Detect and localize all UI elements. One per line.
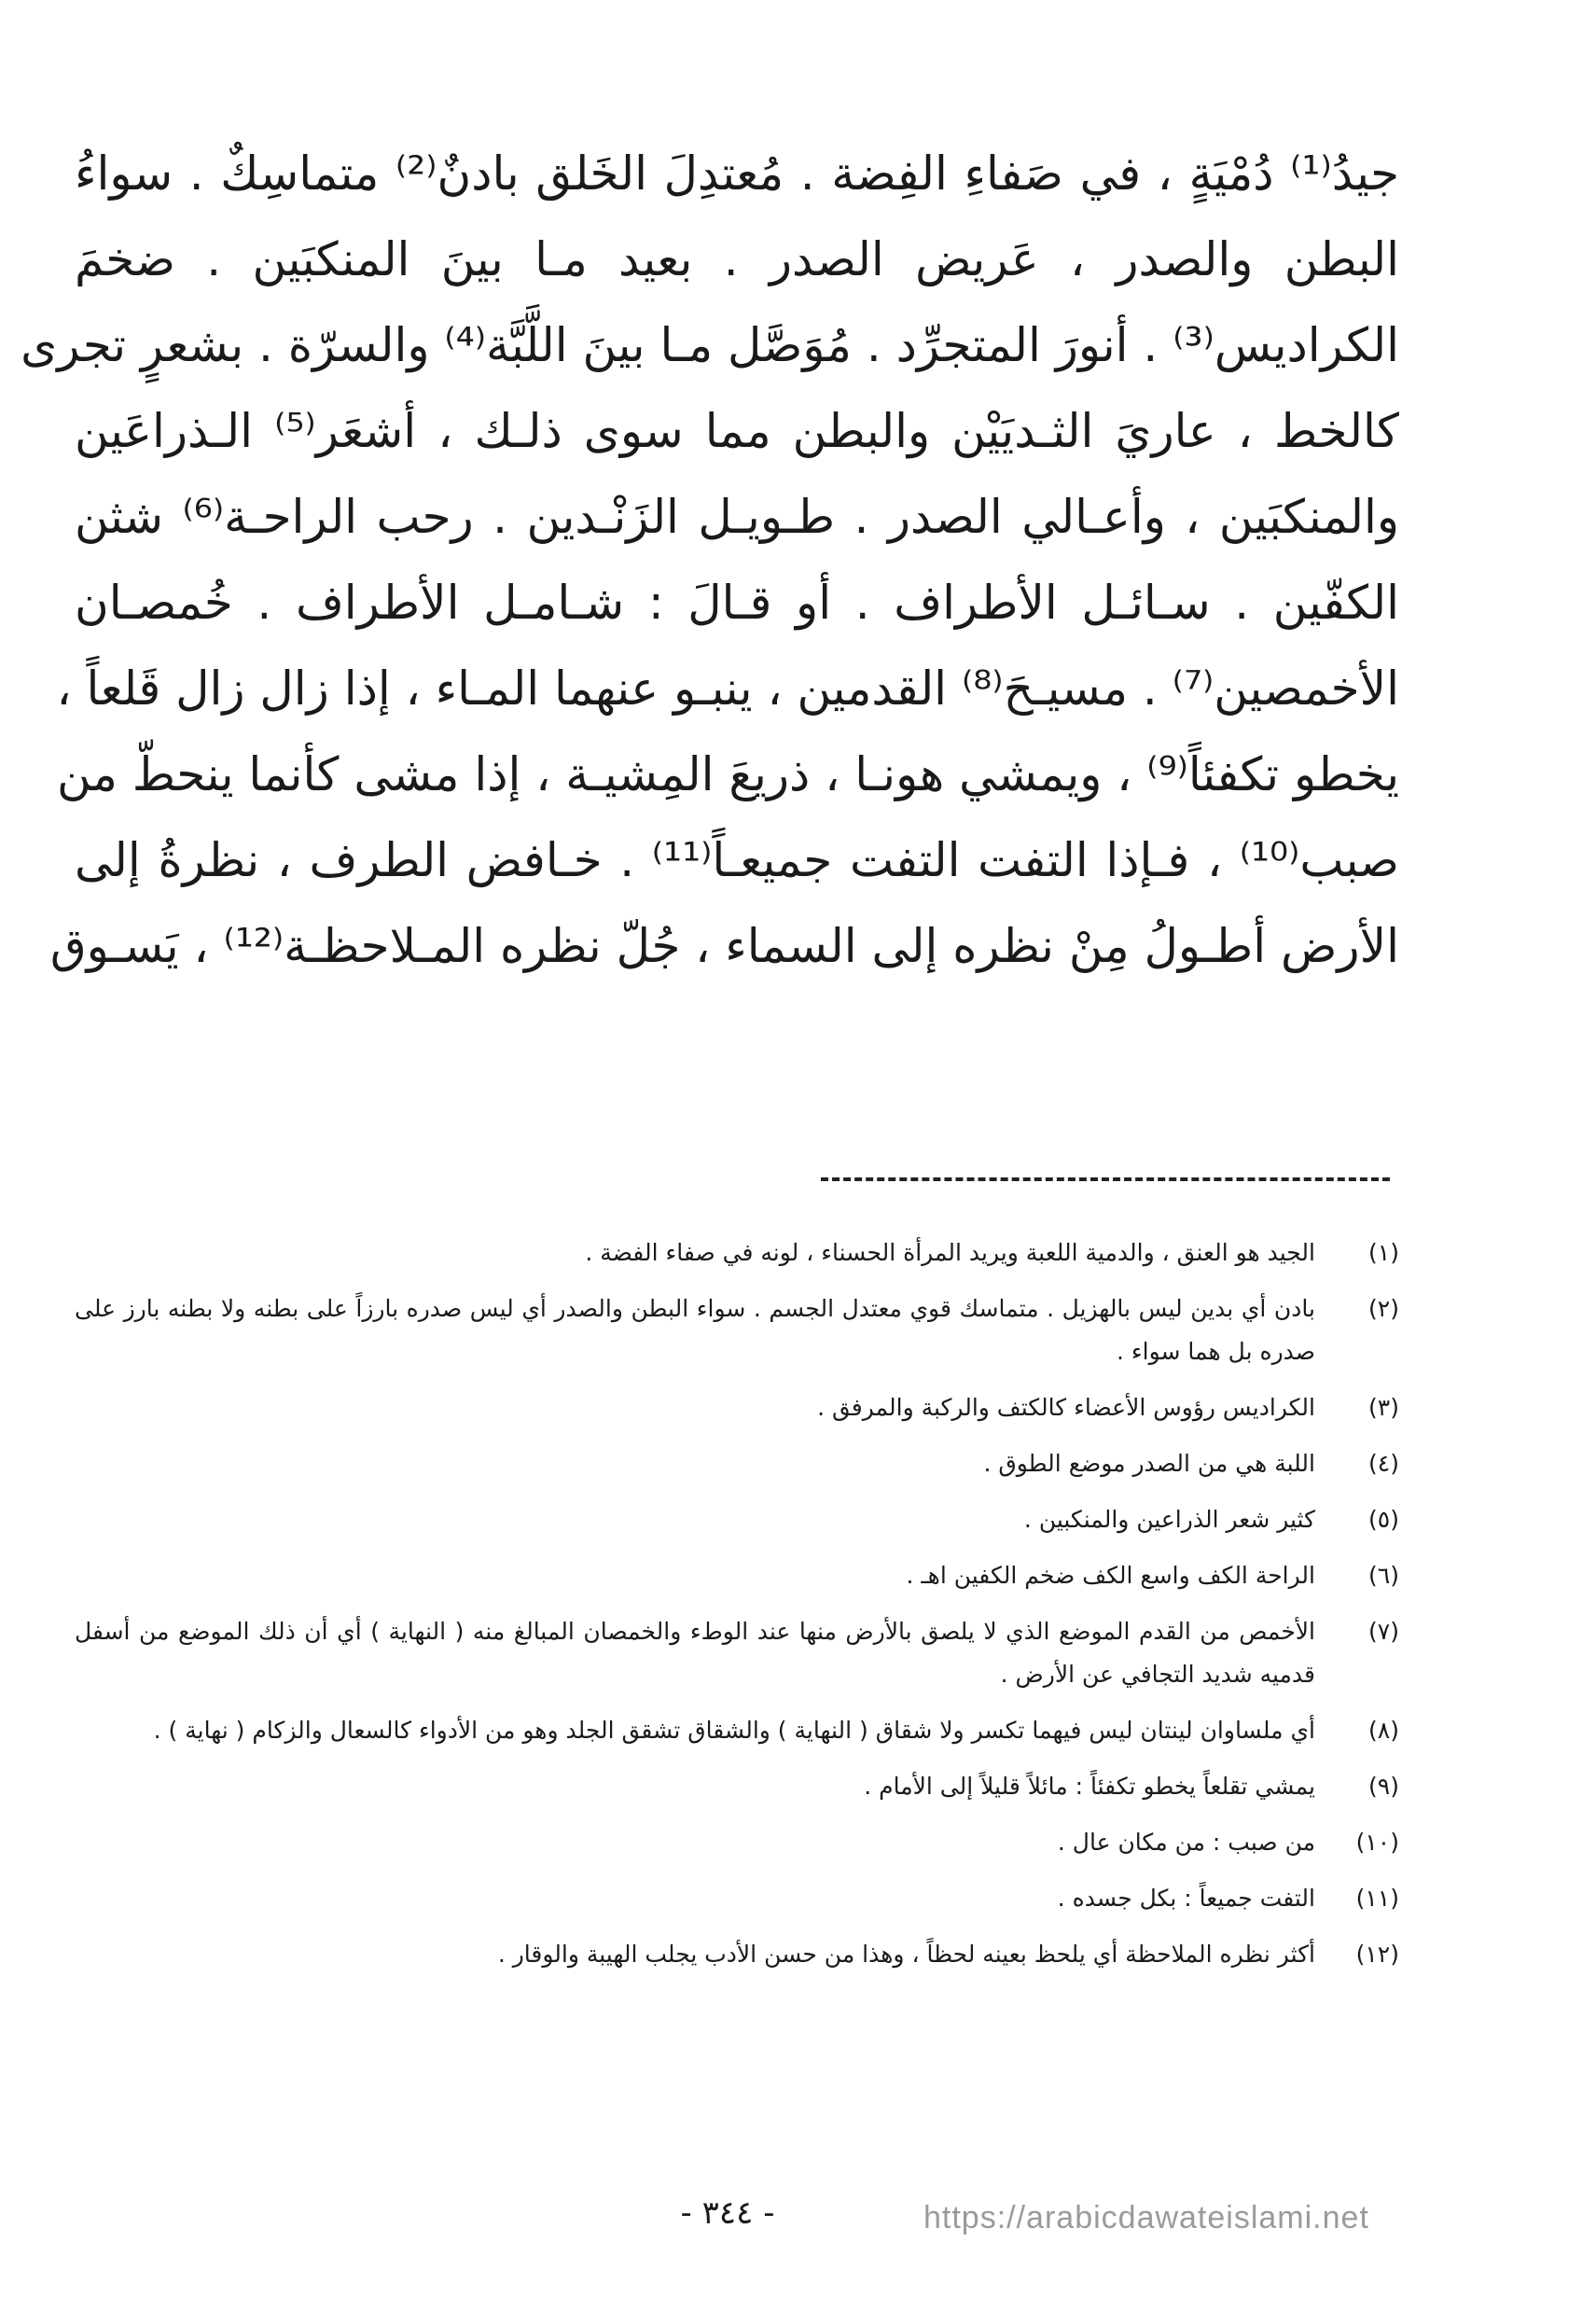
footnote-number: (١٠) [1355,1829,1399,1856]
footnote-number: (٩) [1368,1773,1399,1800]
main-text-line: الكراديس⁽³⁾ . أنورَ المتجرِّد . مُوَصَّل مـا بينَ اللَّبَّة⁽⁴⁾ والسرّة . بشعرٍ تجرى [21,318,1399,372]
footnote-number: (١١) [1355,1885,1399,1912]
footnote-item [75,1933,1399,1976]
footnote-item [75,1442,1399,1485]
footnote-text: اللبة هي من الصدر موضع الطوق . [983,1450,1315,1477]
footnote-number: (٨) [1368,1717,1399,1744]
footnote-item [75,1386,1399,1429]
main-text [21,131,1400,989]
footnote-number: (٤) [1368,1450,1399,1477]
footnote-item [75,1821,1399,1864]
watermark-url: https://arabicdawateislami.net [923,2200,1369,2235]
main-text-line: الكفّين . سـائـل الأطراف . أو قـالَ : شـامـل الأطراف . خُمصـان [75,576,1399,630]
footnote-text: من صبب : من مكان عال . [1057,1829,1315,1856]
footnote-text: أكثر نظره الملاحظة أي يلحظ بعينه لحظاً ، وهذا من حسن الأدب يجلب الهيبة والوقار . [497,1941,1315,1968]
footnote-item [75,1709,1399,1752]
footnote-item [75,1288,1399,1373]
footnote-number: (١) [1368,1239,1399,1266]
footnote-text: كثير شعر الذراعين والمنكبين . [1023,1506,1315,1533]
footnote-text: الكراديس رؤوس الأعضاء كالكتف والركبة والمرفق . [817,1394,1315,1421]
footnote-item [75,1554,1399,1597]
main-text-line: جيدُ⁽¹⁾ دُمْيَةٍ ، في صَفاءِ الفِضة . مُعتدِلَ الخَلق بادنٌ⁽²⁾ متماسِكٌ . سواءُ [75,146,1399,201]
main-text-line: كالخط ، عاريَ الثـديَيْن والبطن مما سوى ذلـك ، أشعَر⁽⁵⁾ الـذراعَين [75,404,1399,458]
footnote-text: الجيد هو العنق ، والدمية اللعبة ويريد المرأة الحسناء ، لونه في صفاء الفضة . [585,1239,1315,1266]
main-text-line: يخطو تكفئاً⁽⁹⁾ ، ويمشي هونـا ، ذريعَ المِشيـة ، إذا مشى كأنما ينحطّ من [57,747,1399,801]
main-text-line: الأخمصين⁽⁷⁾ . مسيـحَ⁽⁸⁾ القدمين ، ينبـو عنهما المـاء ، إذا زال زال قَلعاً ، [56,661,1399,716]
main-text-line: البطن والصدر ، عَريض الصدر . بعيد مـا بينَ المنكبَين . ضخمَ [75,232,1399,286]
footnote-text: بادن أي بدين ليس بالهزيل . متماسك قوي معتدل الجسم . سواء البطن والصدر أي ليس صدره بارزاً على بطنه ولا بطنه بارز على صدره بل هما سواء . [75,1295,1315,1365]
footnote-item [75,1765,1399,1808]
footnote-text: الأخمص من القدم الموضع الذي لا يلصق بالأرض منها عند الوطء والخمصان المبالغ منه ( النهاية ) أي أن ذلك الموضع من أسفل قدميه شديد التجافي عن الأرض . [75,1618,1315,1688]
footnote-item [75,1232,1399,1274]
footnote-item [75,1498,1399,1541]
main-text-line: صبب⁽¹⁰⁾ ، فـإذا التفت التفت جميعـاً⁽¹¹⁾ . خـافض الطرف ، نظرةُ إلى [75,833,1399,887]
footnote-text: الراحة الكف واسع الكف ضخم الكفين اهـ . [906,1562,1315,1589]
footnote-separator [821,1177,1390,1181]
footnote-number: (٧) [1368,1618,1399,1645]
footnote-number: (١٢) [1355,1941,1399,1968]
footnote-text: يمشي تقلعاً يخطو تكفئاً : مائلاً قليلاً إلى الأمام . [864,1773,1315,1800]
footnote-number: (٣) [1368,1394,1399,1421]
footnote-text: أي ملساوان لينتان ليس فيهما تكسر ولا شقاق ( النهاية ) والشقاق تشقق الجلد وهو من الأدواء كالسعال والزكام ( نهاية ) . [153,1717,1315,1744]
footnote-text: التفت جميعاً : بكل جسده . [1057,1885,1315,1912]
footnote-item [75,1610,1399,1696]
footnotes-list [75,1232,1399,1989]
footnote-item [75,1877,1399,1920]
main-text-line: والمنكبَين ، وأعـالي الصدر . طـويـل الزَنْـدين . رحب الراحـة⁽⁶⁾ شثن [75,490,1400,544]
main-text-line: الأرض أطـولُ مِنْ نظره إلى السماء ، جُلّ نظره المـلاحظـة⁽¹²⁾ ، يَسـوق [49,919,1399,973]
footnote-number: (٦) [1368,1562,1399,1589]
footnote-number: (٥) [1368,1506,1399,1533]
footnote-number: (٢) [1368,1295,1399,1322]
page-number: - ٣٤٤ - [680,2194,775,2232]
